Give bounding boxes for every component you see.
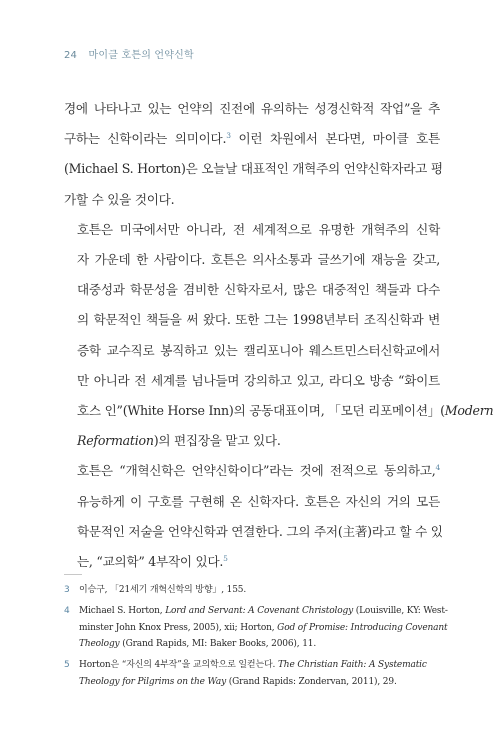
text-line — [64, 94, 440, 124]
footnote-line — [79, 636, 448, 653]
text-run: 구하는 신학이라는 의미이다. — [64, 131, 227, 147]
italic-title: God of Promise: Introducing Covenant — [277, 622, 448, 633]
text-run: (Louisville, KY: West- — [353, 605, 448, 616]
italic-title: Modern — [444, 403, 494, 419]
footnote — [64, 657, 444, 691]
text-run: 자 가운데 한 사람이다. 호튼은 의사소통과 글쓰기에 재능을 갖고, — [77, 252, 440, 268]
text-line — [64, 366, 440, 396]
italic-title: The Christian Faith: A Systematic — [277, 660, 427, 671]
footnote-line — [79, 582, 444, 599]
running-head-title: 마이클 호튼의 언약신학 — [88, 50, 194, 61]
text-run: (Grand Rapids: Zondervan, 2011), 29. — [226, 676, 397, 687]
italic-title: Theology — [79, 639, 120, 650]
text-run: 는, “교의학” 4부작이 있다. — [77, 554, 224, 570]
text-run: 이승구, 「21세기 개혁신학의 방향」, 155. — [79, 585, 247, 595]
footnote-line — [79, 620, 448, 637]
text-line — [64, 275, 440, 305]
footnote-number: 4 — [64, 605, 70, 616]
page-number: 24 — [64, 50, 78, 61]
footnote-number: 5 — [64, 660, 70, 671]
text-run: 호튼은 미국에서만 아니라, 전 세계적으로 유명한 개혁주의 신학 — [77, 221, 440, 237]
text-run: minster John Knox Press, 2005), xii; Horton, — [79, 622, 278, 633]
footnote-text — [79, 657, 444, 691]
text-line — [64, 336, 440, 366]
footnote-line — [79, 603, 448, 620]
paragraph — [64, 456, 443, 577]
footnote-ref: 5 — [223, 554, 228, 564]
text-run: 경에 나타나고 있는 언약의 진전에 유의하는 성경신학적 작업”을 추 — [64, 101, 440, 116]
text-line — [64, 154, 443, 184]
text-line — [64, 426, 440, 456]
paragraph — [64, 215, 494, 457]
running-head — [64, 46, 194, 61]
text-line — [64, 215, 440, 245]
italic-title: Reformation — [77, 433, 154, 449]
text-line — [64, 245, 440, 275]
text-run: 대중성과 학문성을 겸비한 신학자로서, 많은 대중적인 책들과 다수 — [77, 282, 440, 298]
footnote-ref: 4 — [435, 463, 440, 473]
footnote-line — [79, 657, 444, 674]
footnote-divider — [64, 574, 82, 575]
footnote — [64, 603, 448, 653]
text-run: (Grand Rapids, MI: Baker Books, 2006), 11. — [119, 639, 317, 650]
text-line — [64, 396, 494, 426]
text-run: 호스 인”(White Horse Inn)의 공동대표이며, 「모던 리포메이션」( — [77, 403, 445, 419]
text-run: 학문적인 저술을 언약신학과 연결한다. 그의 주저(主著)라고 할 수 있 — [77, 523, 443, 539]
text-run: 유능하게 이 구호를 구현해 온 신학자다. 호튼은 자신의 거의 모든 — [77, 493, 440, 509]
text-run: 가할 수 있을 것이다. — [64, 191, 175, 207]
footnote-line — [79, 674, 444, 691]
text-run: (Michael S. Horton)은 오늘날 대표적인 개혁주의 언약신학자라고 평 — [64, 161, 443, 177]
italic-title: Theology for Pilgrims on the Way — [79, 676, 227, 687]
text-run: 만 아니라 전 세계를 넘나들며 강의하고 있고, 라디오 방송 “화이트 — [77, 372, 440, 388]
footnotes — [64, 582, 448, 695]
body-text — [64, 94, 494, 577]
text-line — [64, 185, 440, 215]
text-line — [64, 305, 440, 335]
footnote — [64, 582, 444, 599]
footnote-text — [79, 603, 448, 653]
text-line — [64, 124, 440, 154]
italic-title: Lord and Servant: A Covenant Christology — [165, 605, 354, 616]
footnote-number: 3 — [64, 585, 70, 595]
footnote-text — [79, 582, 444, 599]
text-line — [64, 517, 443, 547]
text-run: 호튼은 “개혁신학은 언약신학이다”라는 것에 전적으로 동의하고, — [77, 463, 436, 479]
paragraph — [64, 94, 443, 215]
text-run: )의 편집장을 맡고 있다. — [153, 433, 281, 449]
text-run: Horton은 “자신의 4부작”을 교의학으로 일컫는다. — [79, 660, 278, 671]
text-run: 이런 차원에서 본다면, 마이클 호튼 — [230, 131, 440, 147]
text-line — [64, 547, 440, 577]
text-line — [64, 487, 440, 517]
text-run: 의 학문적인 책들을 써 왔다. 또한 그는 1998년부터 조직신학과 변 — [77, 312, 440, 328]
text-run: Michael S. Horton, — [79, 605, 166, 616]
text-line — [64, 456, 440, 486]
text-run: 증학 교수직로 봉직하고 있는 캘리포니아 웨스트민스터신학교에서 — [77, 342, 440, 358]
footnote-ref: 3 — [226, 131, 231, 141]
